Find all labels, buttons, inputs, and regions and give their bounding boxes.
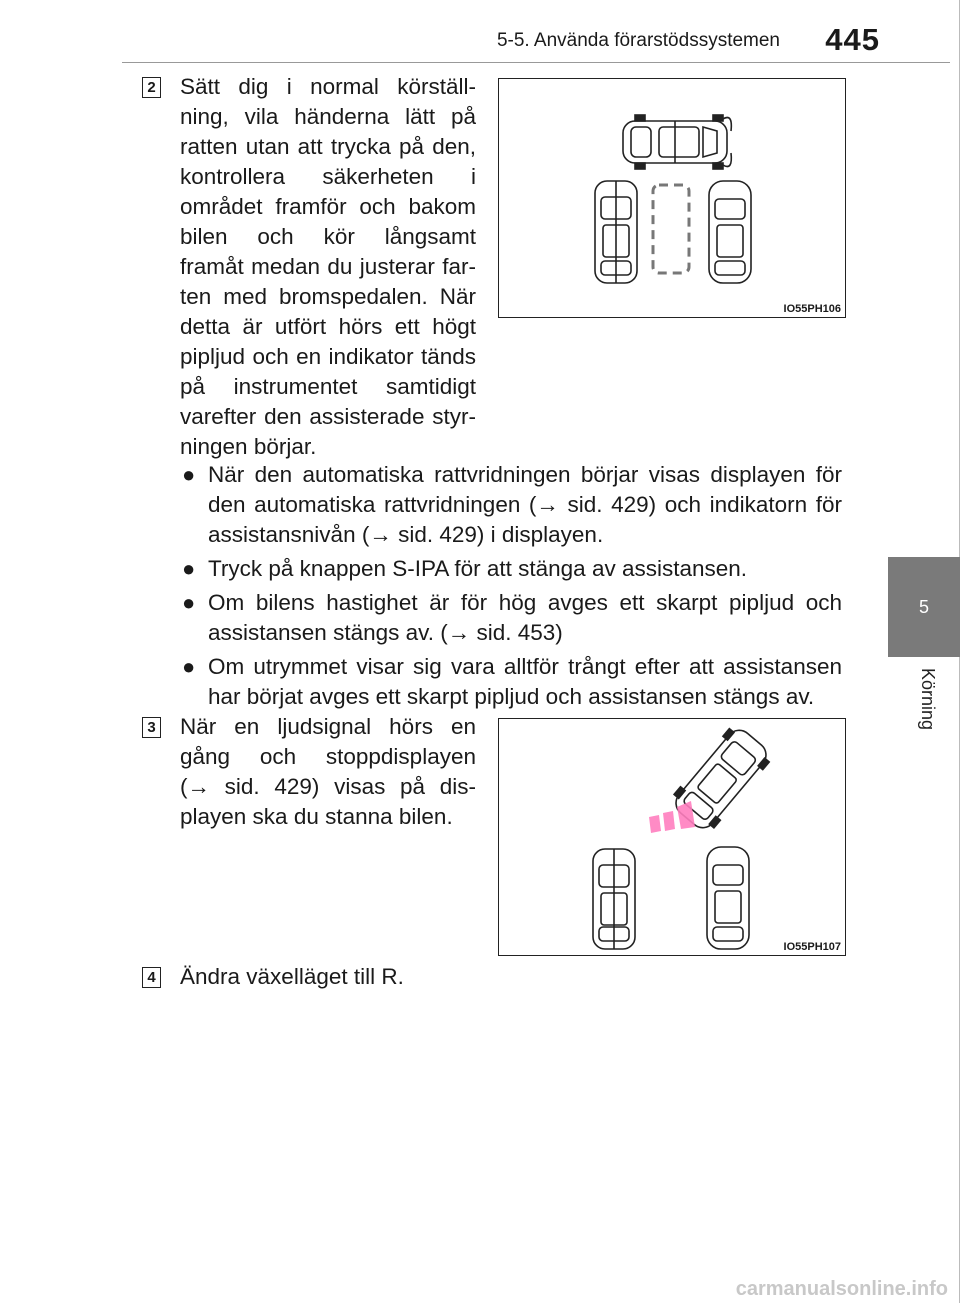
- step-4-line: Ändra växelläget till R.: [180, 964, 404, 989]
- step2-line: ratten utan att trycka på den,: [180, 134, 476, 159]
- step2-line: ten med bromspedalen. När: [180, 284, 476, 309]
- bullet-item: [182, 460, 842, 550]
- bullet-item: [182, 554, 842, 584]
- bullet-item: [182, 652, 842, 712]
- step2-line: kontrollera säkerheten i: [180, 164, 476, 189]
- moving-car-icon: [623, 115, 731, 169]
- step-4-number: 4: [142, 967, 161, 988]
- figure-code: IO55PH106: [783, 303, 841, 315]
- step2-line: framåt medan du justerar far-: [180, 254, 476, 279]
- parking-start-illustration: [499, 79, 844, 316]
- step2-line: varefter den assisterade styr-: [180, 404, 476, 429]
- watermark: carmanualsonline.info: [735, 1278, 948, 1300]
- step2-line: ningen börjar.: [180, 434, 317, 459]
- figure-code: IO55PH107: [783, 941, 841, 953]
- step2-line: bilen och kör långsamt: [180, 224, 476, 249]
- step2-line: på instrumentet samtidigt: [180, 374, 476, 399]
- step3-line: gång och stoppdisplayen: [180, 744, 476, 769]
- step2-line: ning, vila händerna lätt på: [180, 104, 476, 129]
- bullet-dot-icon: ●: [182, 462, 196, 487]
- bullet-dot-icon: ●: [182, 556, 196, 581]
- chapter-tab: [888, 557, 960, 657]
- bullet-line: Tryck på knappen S-IPA för att stänga av assistansen.: [208, 556, 748, 581]
- step-3-number: 3: [142, 717, 161, 738]
- step-4-text: [180, 962, 680, 992]
- step2-line: området framför och bakom: [180, 194, 476, 219]
- chapter-number: 5: [918, 596, 929, 617]
- left-parked-car-icon: [595, 181, 637, 283]
- left-parked-car-icon: [593, 849, 635, 949]
- target-parking-slot: [653, 185, 689, 273]
- step3-line: (→ sid. 429) visas på dis-: [180, 774, 476, 799]
- running-header-section: 5-5. Använda förarstödssystemen: [496, 30, 780, 51]
- bullet-line: När den automatiska rattvridningen börjar visas displayen för: [208, 462, 842, 487]
- bullet-item: [182, 588, 842, 648]
- bullet-line: Om utrymmet visar sig vara alltför trångt efter att assistansen: [208, 654, 842, 679]
- right-parked-car-icon: [709, 181, 751, 283]
- stop-signal-illustration: [499, 719, 844, 954]
- step-2-text: [180, 72, 476, 462]
- figure-parking-start: [498, 78, 846, 318]
- step3-line: När en ljudsignal hörs en: [180, 714, 476, 739]
- bullet-line: har börjat avges ett skarpt pipljud och assistansen stängs av.: [208, 684, 815, 709]
- chapter-label: Körning: [918, 668, 938, 731]
- page-number: 445: [825, 22, 880, 57]
- bullet-line: assistansnivån (→ sid. 429) i displayen.: [208, 522, 604, 547]
- bullet-line: den automatiska rattvridningen (→ sid. 429) och indikatorn för: [208, 492, 842, 517]
- right-parked-car-icon: [707, 847, 749, 949]
- motion-arrow-icon: [649, 801, 695, 833]
- bullet-line: Om bilens hastighet är för hög avges ett skarpt pipljud och: [208, 590, 842, 615]
- bullet-line: assistansen stängs av. (→ sid. 453): [208, 620, 563, 645]
- step3-line: playen ska du stanna bilen.: [180, 804, 453, 829]
- bullet-list: [182, 460, 842, 716]
- figure-stop-signal: [498, 718, 846, 956]
- bullet-dot-icon: ●: [182, 654, 196, 679]
- bullet-dot-icon: ●: [182, 590, 196, 615]
- header-rule: [122, 62, 950, 63]
- step-3-text: [180, 712, 476, 832]
- step2-line: pipljud och en indikator tänds: [180, 344, 476, 369]
- step2-line: detta är utfört hörs ett högt: [180, 314, 476, 339]
- step-2-number: 2: [142, 77, 161, 98]
- step2-line: Sätt dig i normal körställ-: [180, 74, 476, 99]
